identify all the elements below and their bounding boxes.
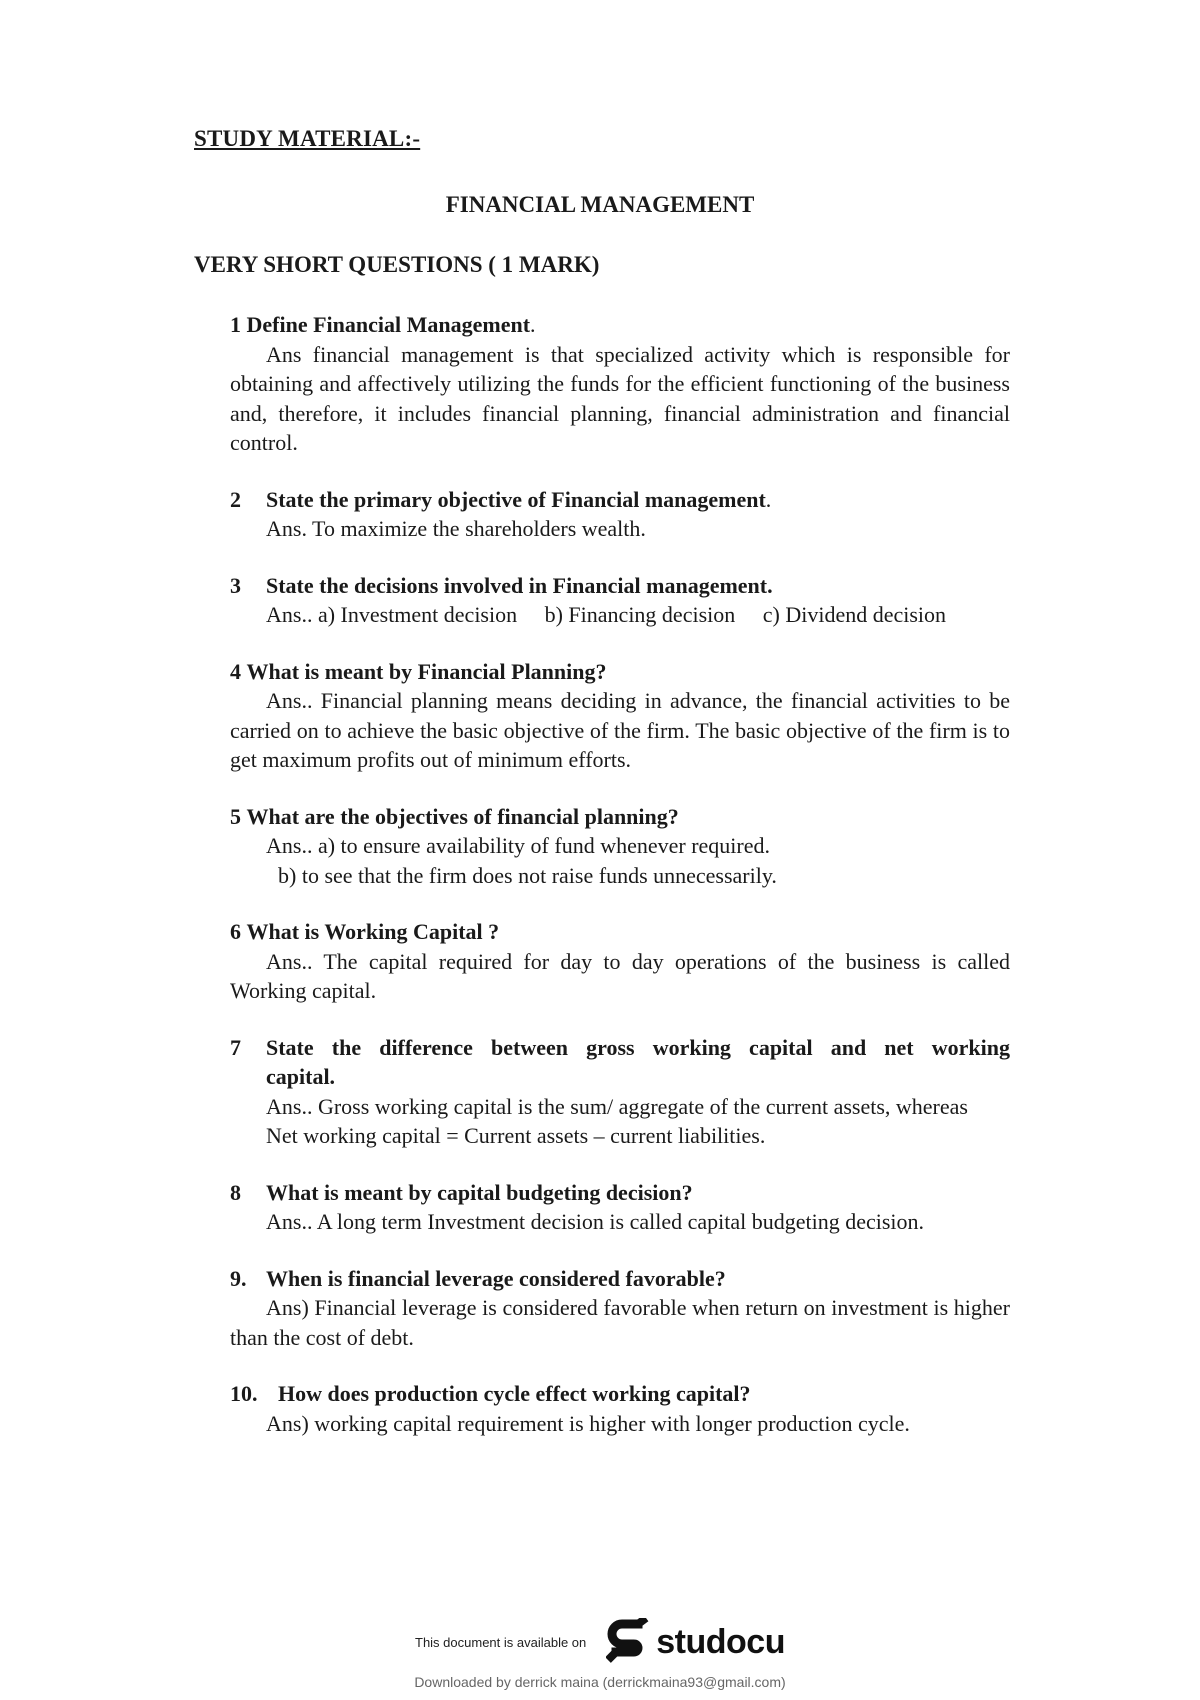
question-text: State the decisions involved in Financial management.	[266, 572, 773, 598]
question-item-8	[230, 1178, 1010, 1237]
question-number: 7	[230, 1034, 241, 1060]
answer-text: Ans.. The capital required for day to day operations of the business is called Working capital.	[230, 948, 1010, 1003]
question-number: 2	[230, 486, 241, 512]
answer-option: Ans.. a) Investment decision	[266, 602, 518, 627]
studocu-brand-name: studocu	[656, 1622, 785, 1661]
question-list	[230, 310, 1010, 1465]
answer-text: b) to see that the firm does not raise funds unnecessarily.	[278, 862, 777, 888]
answer-text: Ans.. Financial planning means deciding in advance, the financial activities to be carried on to achieve the basic objective of the firm. The basic objective of the firm is to get maximum profits out of minimum efforts.	[230, 688, 1010, 772]
section-heading: VERY SHORT QUESTIONS ( 1 MARK)	[194, 252, 600, 277]
downloaded-by-text: Downloaded by derrick maina (derrickmaina93@gmail.com)	[414, 1674, 786, 1690]
question-suffix: .	[765, 486, 772, 512]
answer-text: Ans) Financial leverage is considered favorable when return on investment is higher than the cost of debt.	[230, 1295, 1010, 1350]
question-text: What is Working Capital ?	[246, 919, 500, 944]
question-item-5	[230, 802, 1010, 891]
question-number: 1	[230, 312, 241, 337]
answer-text: Ans.. A long term Investment decision is called capital budgeting decision.	[266, 1209, 925, 1234]
answer-option: b) Financing decision	[544, 602, 736, 627]
question-text: State the primary objective of Financial management	[266, 486, 766, 512]
question-number: 8	[230, 1179, 241, 1205]
studocu-brand-link[interactable]	[606, 1618, 785, 1666]
studocu-logo-icon	[606, 1618, 650, 1666]
question-item-2	[230, 485, 1010, 544]
answer-text: Ans.. Gross working capital is the sum/ aggregate of the current assets, whereas	[266, 1093, 968, 1119]
question-text: What is meant by Financial Planning?	[246, 658, 607, 684]
question-item-6	[230, 917, 1010, 1006]
question-number: 10.	[230, 1381, 258, 1406]
question-item-4	[230, 657, 1010, 775]
question-text-continued: capital.	[266, 1064, 336, 1089]
question-number: 6	[230, 919, 241, 944]
question-number: 3	[230, 572, 241, 598]
answer-text: Net working capital = Current assets – current liabilities.	[266, 1123, 766, 1148]
answer-option: c) Dividend decision	[762, 602, 947, 627]
answer-text: Ans) working capital requirement is higher with longer production cycle.	[266, 1410, 910, 1436]
availability-text: This document is available on	[415, 1634, 587, 1650]
question-number: 5	[230, 803, 241, 829]
question-number: 4	[230, 658, 241, 684]
question-text: State the difference between gross working capital and net working	[266, 1034, 1010, 1060]
question-text: Define Financial Management	[246, 312, 531, 337]
document-title	[0, 192, 1200, 218]
answer-text: Ans financial management is that specialized activity which is responsible for obtaining and affectively utilizing the funds for the efficient functioning of the business and, therefore, it includes financial planning, financial administration and financial control.	[230, 341, 1010, 455]
question-suffix: .	[530, 312, 536, 337]
question-item-10	[230, 1379, 1010, 1438]
question-item-1	[230, 310, 1010, 458]
answer-options	[230, 600, 1010, 630]
question-item-9	[230, 1264, 1010, 1353]
page-footer	[0, 1618, 1200, 1690]
question-text: How does production cycle effect working capital?	[278, 1381, 751, 1406]
question-item-3	[230, 571, 1010, 630]
question-text: What are the objectives of financial planning?	[246, 803, 679, 829]
question-text: What is meant by capital budgeting decision?	[266, 1179, 693, 1205]
question-item-7	[230, 1033, 1010, 1151]
answer-text: Ans.. a) to ensure availability of fund whenever required.	[266, 833, 770, 858]
document-title-text: FINANCIAL MANAGEMENT	[445, 192, 755, 217]
study-material-label: STUDY MATERIAL:-	[194, 126, 421, 151]
question-text: When is financial leverage considered favorable?	[266, 1265, 726, 1291]
answer-text: Ans. To maximize the shareholders wealth.	[266, 516, 646, 541]
question-number: 9.	[230, 1265, 247, 1291]
